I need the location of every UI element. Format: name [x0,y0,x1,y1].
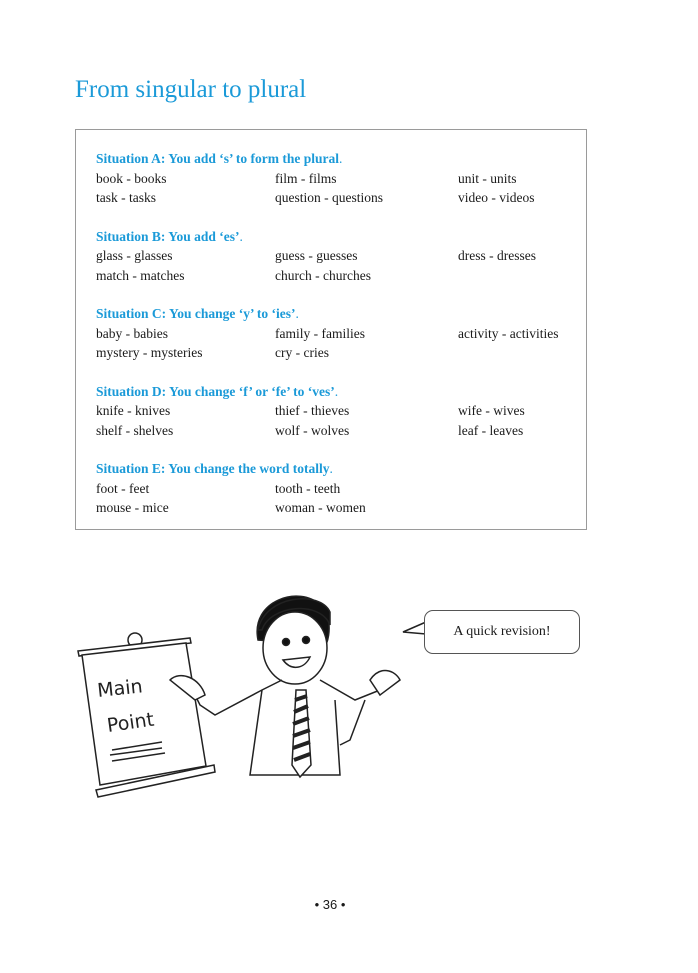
main-point-board [78,633,215,797]
word-pair: shelf - shelves [96,422,174,438]
page-title: From singular to plural [75,76,307,103]
heading-text: Situation A: You add ‘s’ to form the plural [96,151,340,166]
situation-heading: Situation B: You add ‘es’. [96,228,243,244]
word-pair: wolf - wolves [275,422,350,438]
word-pair: wife - wives [458,403,525,418]
word-pair: leaf - leaves [458,422,524,438]
board-text-main: Main [96,675,144,702]
word-pair: dress - dresses [458,248,536,263]
word-pair: tooth - teeth [275,480,341,496]
word-pair: mystery - mysteries [96,345,203,360]
heading-text: Situation D: You change ‘f’ or ‘fe’ to ‘ves’ [96,383,335,399]
word-pair: family - families [275,325,365,341]
situation-heading: Situation C: You change ‘y’ to ‘ies’. [96,306,299,321]
word-pair: church - churches [275,267,371,283]
heading-text: Situation E: You change the word totally [96,461,330,476]
teacher-figure [170,596,400,777]
word-pair: knife - knives [96,403,171,418]
page-number: • 36 • [314,897,346,912]
heading-text: Situation B: You add ‘es’ [96,228,240,244]
word-pair: book - books [96,170,167,186]
word-pair: cry - cries [275,345,329,360]
word-pair: woman - women [275,500,366,515]
situation-heading: Situation E: You change the word totally. [96,461,333,476]
situation-heading: Situation D: You change ‘f’ or ‘fe’ to ‘ves’. [96,383,339,399]
word-pair: baby - babies [96,325,168,341]
word-pair: glass - glasses [96,248,173,263]
board-text-point: Point [105,708,156,737]
word-pair: unit - units [458,170,517,186]
word-pair: foot - feet [96,480,150,496]
word-pair: guess - guesses [275,248,358,263]
word-pair: match - matches [96,267,185,283]
word-pair: question - questions [275,190,383,205]
word-pair: mouse - mice [96,500,169,515]
heading-text: Situation C: You change ‘y’ to ‘ies’ [96,306,296,321]
word-pair: task - tasks [96,190,156,205]
word-pair: film - films [275,170,337,186]
word-pair: thief - thieves [275,403,350,418]
speech-bubble-tail [403,622,426,634]
word-pair: video - videos [458,190,535,205]
situation-heading: Situation A: You add ‘s’ to form the plural. [96,151,343,166]
word-pair: activity - activities [458,325,559,341]
speech-bubble: A quick revision! [424,610,580,654]
